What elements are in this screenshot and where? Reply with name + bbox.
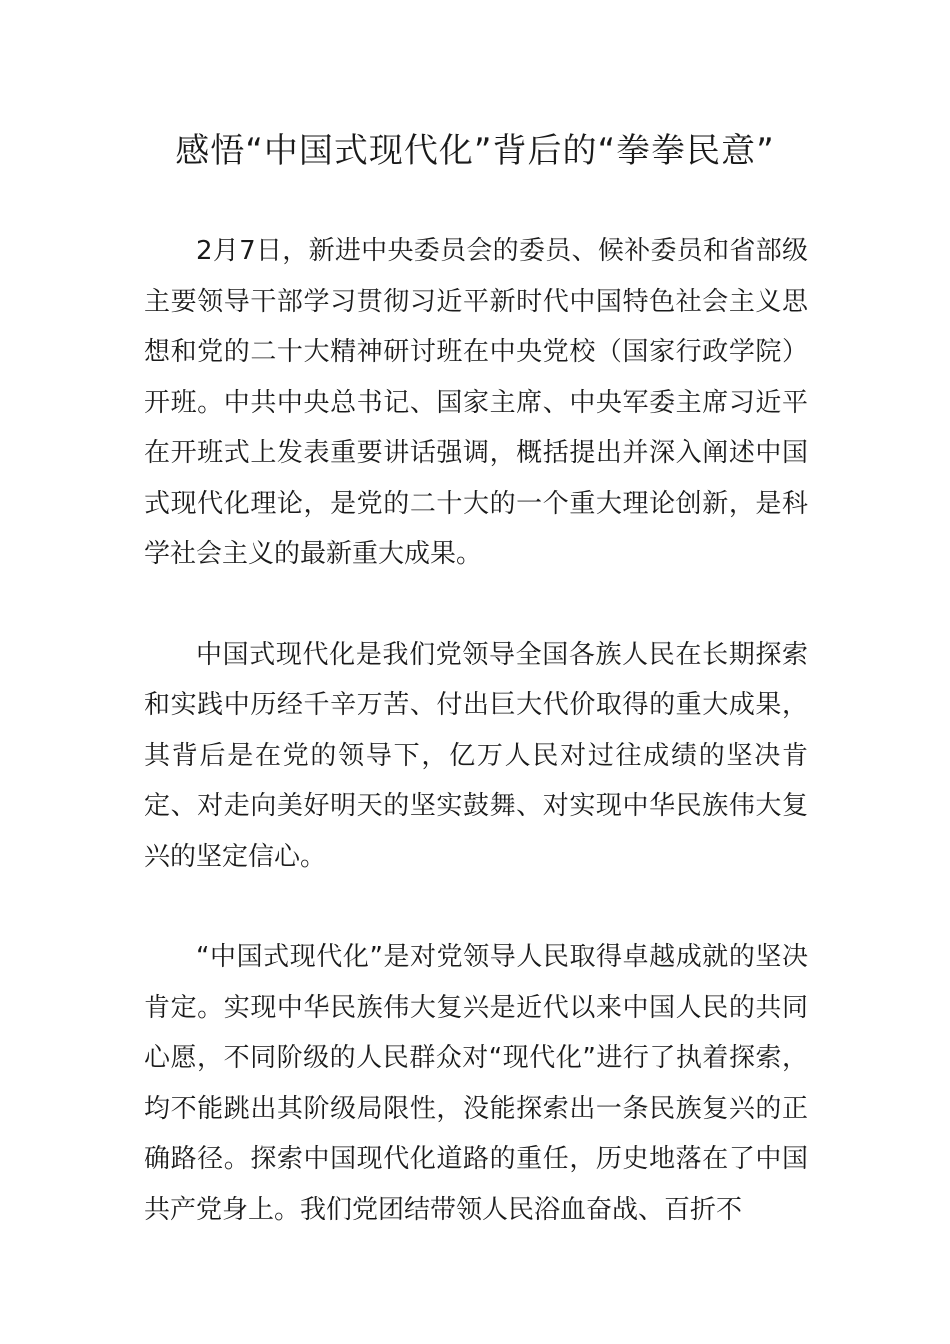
paragraph: 2月7日，新进中央委员会的委员、候补委员和省部级主要领导干部学习贯彻习近平新时代中国特色社会主义思想和党的二十大精神研讨班在中央党校（国家行政学院）开班。中共中央总书记、国家主席、中央军委主席习近平在开班式上发表重要讲话强调，概括提出并深入阐述中国式现代化理论，是党的二十大的一个重大理论创新，是科学社会主义的最新重大成果。 bbox=[144, 236, 808, 569]
document-body bbox=[144, 226, 808, 1285]
document-title: 感悟“中国式现代化”背后的“拳拳民意” bbox=[175, 131, 775, 171]
paragraph: 中国式现代化是我们党领导全国各族人民在长期探索和实践中历经千辛万苦、付出巨大代价取得的重大成果，其背后是在党的领导下，亿万人民对过往成绩的坚决肯定、对走向美好明天的坚实鼓舞、对实现中华民族伟大复兴的坚定信心。 bbox=[144, 639, 808, 872]
paragraph: “中国式现代化”是对党领导人民取得卓越成就的坚决肯定。实现中华民族伟大复兴是近代以来中国人民的共同心愿，不同阶级的人民群众对“现代化”进行了执着探索，均不能跳出其阶级局限性，没能探索出一条民族复兴的正确路径。探索中国现代化道路的重任，历史地落在了中国共产党身上。我们党团结带领人民浴血奋战、百折不 bbox=[144, 942, 808, 1225]
